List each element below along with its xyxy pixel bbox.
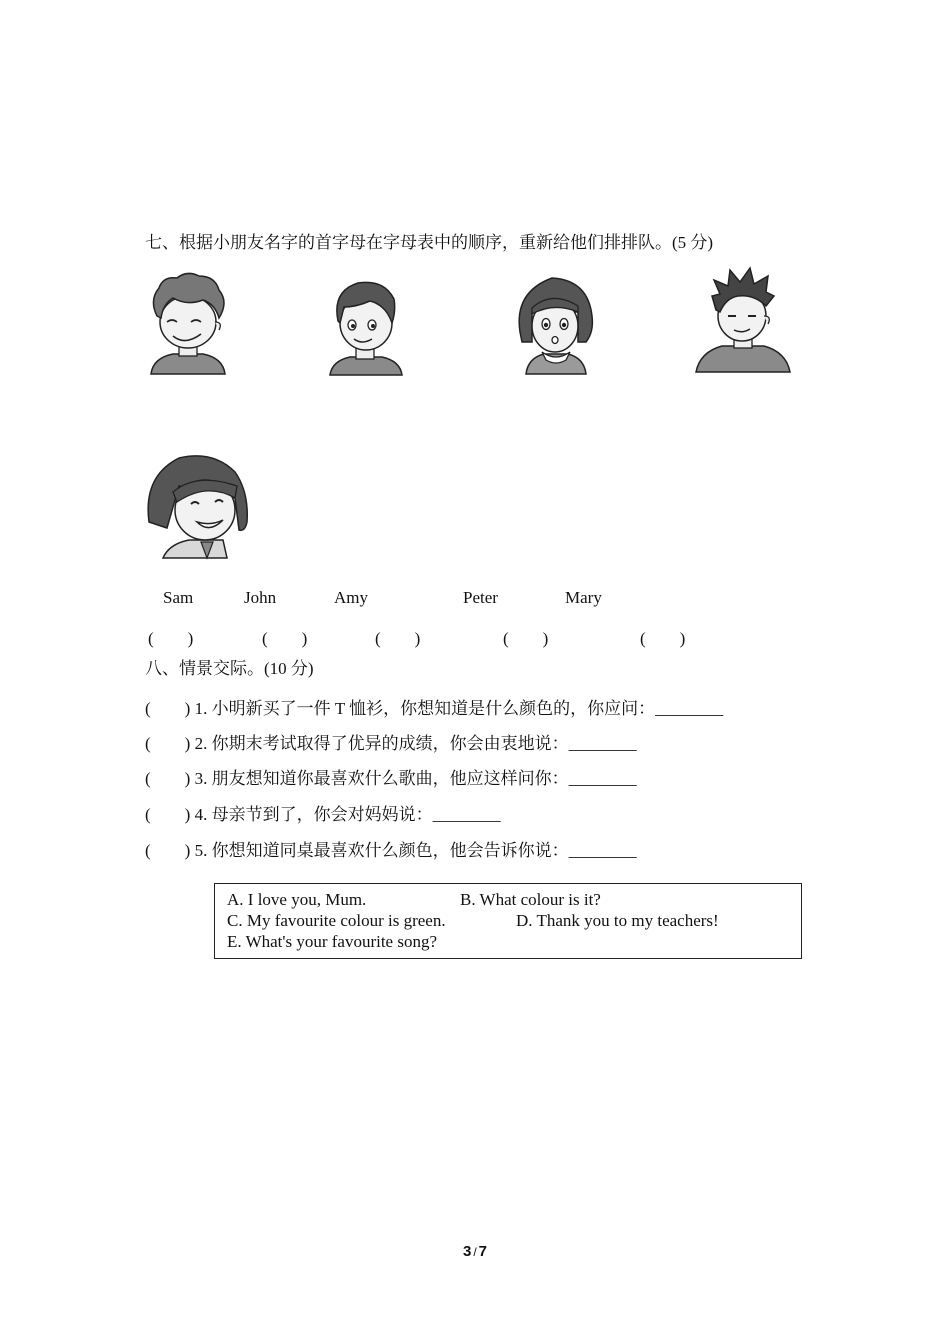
question-3-paren[interactable]: ( ) — [145, 769, 191, 788]
answer-blank-4[interactable]: ( ) — [503, 629, 549, 648]
question-5-paren[interactable]: ( ) — [145, 841, 191, 860]
side-part-boy-picture — [326, 277, 406, 377]
answer-blank-3[interactable]: ( ) — [375, 629, 421, 648]
question-3 — [145, 764, 637, 789]
name-john: John — [244, 588, 277, 607]
spiky-hair-boy-picture — [694, 266, 792, 374]
name-amy: Amy — [334, 588, 368, 607]
question-4-paren[interactable]: ( ) — [145, 805, 191, 824]
girl-with-bob-picture — [512, 272, 598, 376]
answer-blank-5[interactable]: ( ) — [640, 629, 686, 648]
question-4-text: 4. 母亲节到了，你会对妈妈说：________ — [194, 805, 501, 824]
question-1 — [145, 694, 723, 719]
page-total: 7 — [478, 1243, 488, 1260]
question-4 — [145, 800, 501, 825]
option-e: E. What's your favourite song? — [227, 932, 438, 951]
answer-blank-2[interactable]: ( ) — [262, 629, 308, 648]
name-peter: Peter — [463, 588, 498, 607]
option-d: D. Thank you to my teachers! — [516, 911, 719, 930]
question-2 — [145, 729, 637, 754]
answer-blank-1[interactable]: ( ) — [148, 629, 194, 648]
section7-title: 七、根据小朋友名字的首字母在字母表中的顺序，重新给他们排排队。(5 分) — [145, 233, 714, 252]
question-2-text: 2. 你期末考试取得了优异的成绩，你会由衷地说：________ — [194, 734, 637, 753]
name-mary: Mary — [565, 588, 602, 607]
option-c: C. My favourite colour is green. — [227, 911, 446, 930]
curly-hair-boy-picture — [143, 270, 233, 378]
page-number — [0, 1243, 950, 1260]
question-1-paren[interactable]: ( ) — [145, 699, 191, 718]
option-a: A. I love you, Mum. — [227, 890, 367, 909]
page-separator: / — [473, 1245, 477, 1259]
question-5 — [145, 836, 637, 861]
girl-with-tie-picture — [143, 452, 255, 560]
option-b: B. What colour is it? — [460, 890, 601, 909]
options-box — [214, 883, 802, 959]
name-sam: Sam — [163, 588, 194, 607]
question-5-text: 5. 你想知道同桌最喜欢什么颜色，他会告诉你说：________ — [194, 841, 637, 860]
page-current: 3 — [462, 1243, 472, 1260]
question-1-text: 1. 小明新买了一件 T 恤衫，你想知道是什么颜色的，你应问：________ — [194, 699, 724, 718]
question-3-text: 3. 朋友想知道你最喜欢什么歌曲，他应这样问你：________ — [194, 769, 637, 788]
question-2-paren[interactable]: ( ) — [145, 734, 191, 753]
section8-title: 八、情景交际。(10 分) — [145, 659, 314, 678]
